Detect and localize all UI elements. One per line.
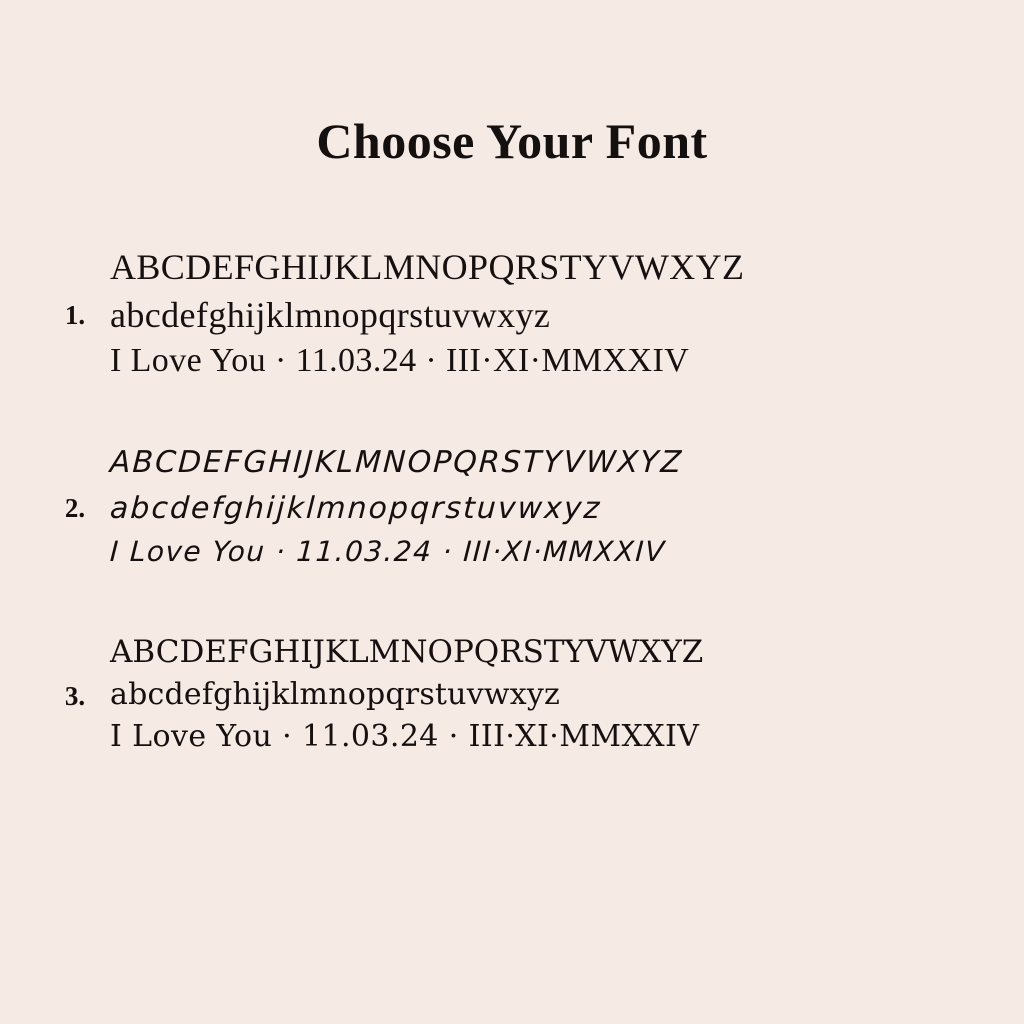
font-option-3-lowercase: abcdefghijklmnopqrstuvwxyz — [110, 676, 560, 712]
font-option-1-lowercase: abcdefghijklmnopqrstuvwxyz — [110, 294, 551, 335]
font-option-3-sample — [110, 630, 984, 759]
font-option-2-sample — [110, 440, 984, 574]
font-option-2[interactable] — [40, 440, 984, 574]
font-option-3[interactable] — [40, 630, 984, 759]
font-options-list — [0, 244, 1024, 759]
font-option-2-number: 2. — [64, 493, 86, 524]
font-option-2-lowercase: abcdefghijklmnopqrstuvwxyz — [109, 490, 603, 526]
font-option-1-number: 1. — [64, 300, 86, 331]
font-option-2-phrase: I Love You · 11.03.24 · III·XI·MMXXIV — [109, 535, 667, 569]
font-option-2-uppercase: ABCDEFGHIJKLMNOPQRSTYVWXYZ — [109, 444, 684, 480]
font-option-1-phrase: I Love You · 11.03.24 · III·XI·MMXXIV — [110, 342, 690, 380]
font-option-3-phrase: I Love You · 11.03.24 · III·XI·MMXXIV — [110, 719, 700, 755]
font-option-1[interactable] — [40, 244, 984, 384]
font-option-1-sample — [110, 244, 984, 384]
font-option-1-uppercase: ABCDEFGHIJKLMNOPQRSTYVWXYZ — [110, 247, 745, 287]
page-title: Choose Your Font — [316, 113, 708, 169]
font-option-3-number: 3. — [64, 680, 86, 711]
font-option-3-uppercase: ABCDEFGHIJKLMNOPQRSTYVWXYZ — [110, 633, 704, 670]
